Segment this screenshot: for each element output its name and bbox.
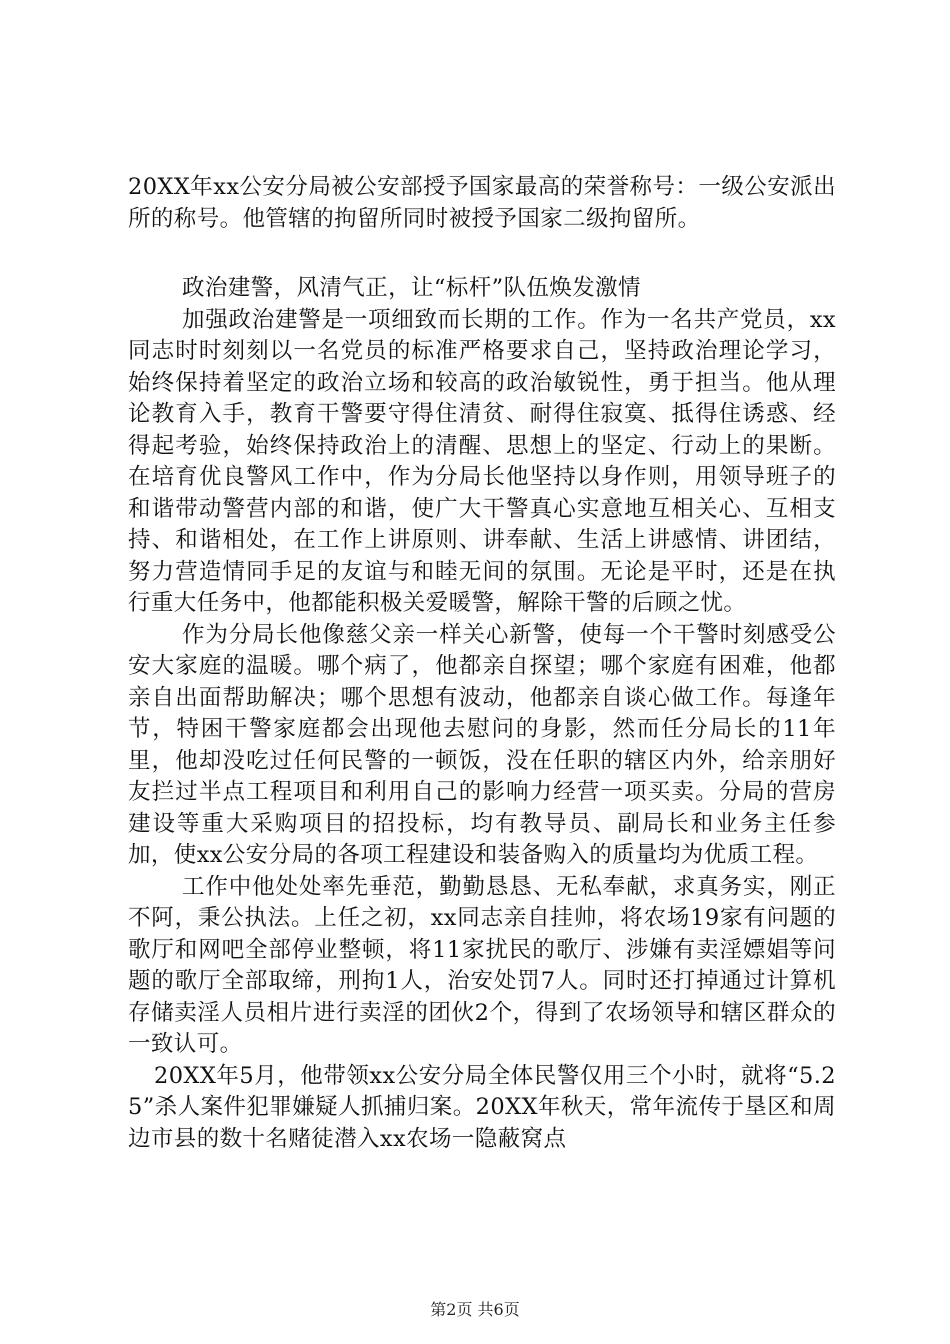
paragraph-intro: 20XX年xx公安分局被公安部授予国家最高的荣誉称号：一级公安派出所的称号。他管辖的拘留所同时被授予国家二级拘留所。 — [128, 174, 836, 232]
paragraph-gap — [128, 235, 836, 273]
paragraph-work: 工作中他处处率先垂范，勤勤恳恳、无私奉献，求真务实，刚正不阿，秉公执法。上任之初，xx同志亲自挂帅，将农场19家有问题的歌厅和网吧全部停业整顿，将11家扰民的歌厅、涉嫌有卖淫嫖娼等问题的歌厅全部取缔，刑拘1人，治安处罚7人。同时还打掉通过计算机存储卖淫人员相片进行卖淫的团伙2个，得到了农场领导和辖区群众的一致认可。 — [128, 873, 836, 1057]
document-body — [128, 172, 836, 1155]
page-number: 第2页 共6页 — [430, 1300, 520, 1319]
paragraph-case: 20XX年5月，他带领xx公安分局全体民警仅用三个小时，就将“5.25”杀人案件犯罪嫌疑人抓捕归案。20XX年秋天，常年流传于垦区和周边市县的数十名赌徒潜入xx农场一隐蔽窝点 — [128, 1062, 836, 1152]
paragraph-care: 作为分局长他像慈父亲一样关心新警，使每一个干警时刻感受公安大家庭的温暖。哪个病了，他都亲自探望；哪个家庭有困难，他都亲自出面帮助解决；哪个思想有波动，他都亲自谈心做工作。每逢年节，特困干警家庭都会出现他去慰问的身影，然而任分局长的11年里，他却没吃过任何民警的一顿饭，没在任职的辖区内外，给亲朋好友拦过半点工程项目和利用自己的影响力经营一项买卖。分局的营房建设等重大采购项目的招投标，均有教导员、副局长和业务主任参加，使xx公安分局的各项工程建设和装备购入的质量均为优质工程。 — [128, 621, 836, 868]
paragraph-political: 加强政治建警是一项细致而长期的工作。作为一名共产党员，xx同志时时刻刻以一名党员的标准严格要求自己，坚持政治理论学习，始终保持着坚定的政治立场和较高的政治敏锐性，勇于担当。他从理论教育入手，教育干警要守得住清贫、耐得住寂寞、抵得住诱惑、经得起考验，始终保持政治上的清醒、思想上的坚定、行动上的果断。在培育优良警风工作中，作为分局长他坚持以身作则，用领导班子的和谐带动警营内部的和谐，使广大干警真心实意地互相关心、互相支持、和谐相处，在工作上讲原则、讲奉献、生活上讲感情、讲团结，努力营造情同手足的友谊与和睦无间的氛围。无论是平时，还是在执行重大任务中，他都能积极关爱暖警，解除干警的后顾之忧。 — [128, 306, 836, 616]
section-heading: 政治建警，风清气正，让“标杆”队伍焕发激情 — [182, 275, 641, 301]
